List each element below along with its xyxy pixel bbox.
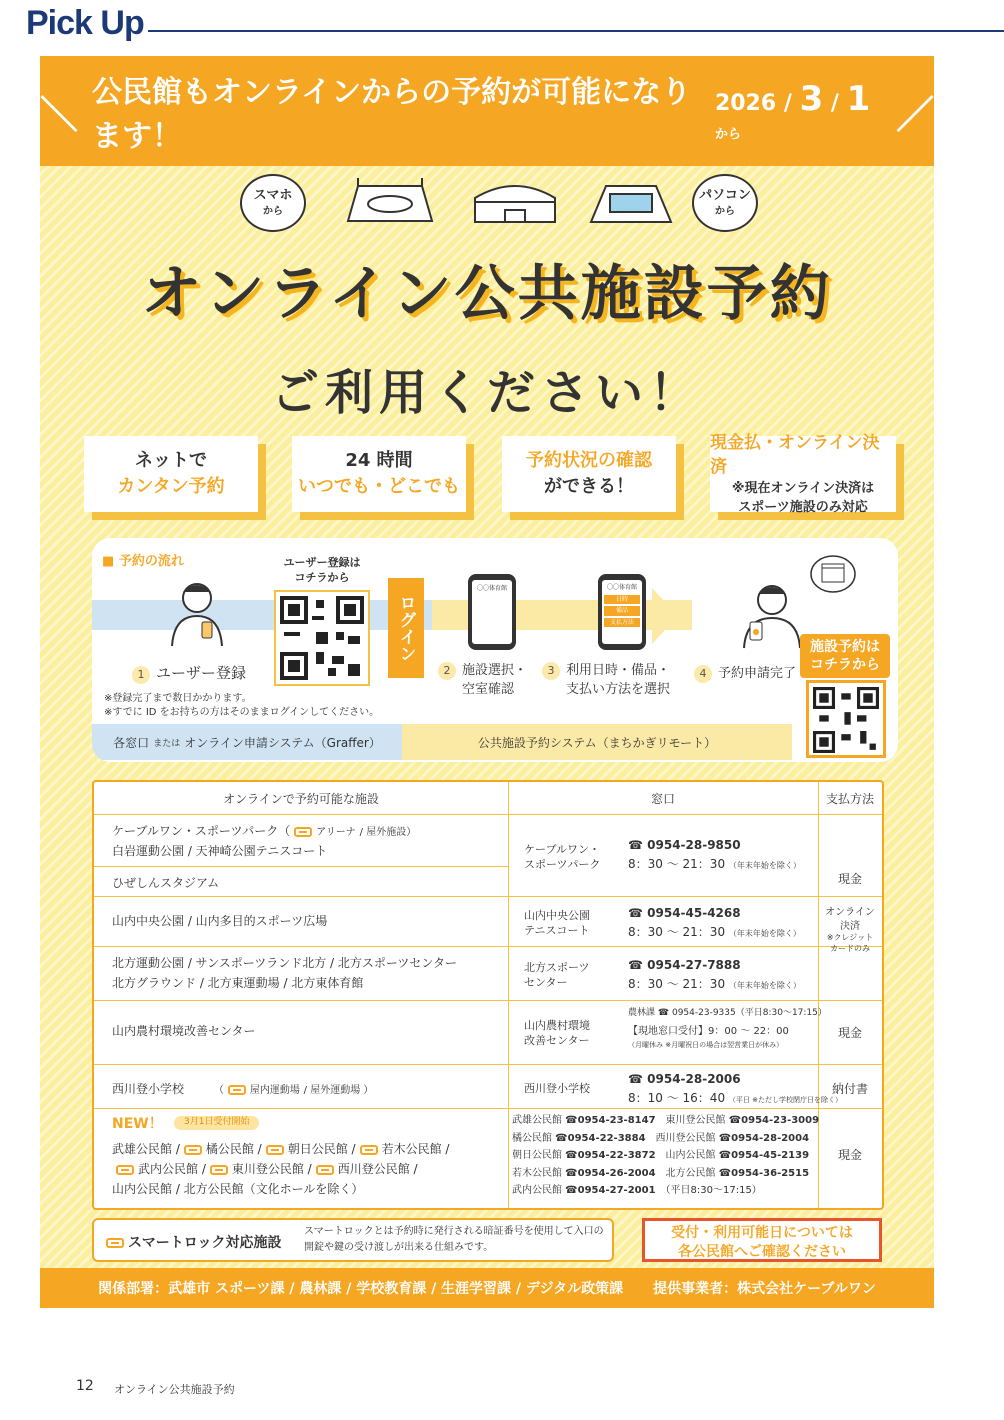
table-header: 支払方法 [825,792,874,806]
table-rule [94,814,882,815]
table-rule [94,1108,882,1109]
phone-cell: 農林課 ☎ 0954-23-9335（平日8:30～17:15） 【現地窓口受付】9：00 ～ 22：00 （月曜休み ※月曜祝日の場合は翌営業日が休み） [628,1008,827,1050]
reservation-flow [92,538,898,762]
notice-box: 受付・利用可能日については 各公民館へご確認ください [642,1218,882,1262]
phone-cell: ☎ 0954-28-9850 8：30 ～ 21：30 （年末年始を除く） [628,838,801,871]
feature-card-24h: 24 時間 いつでも・どこでも [292,436,466,512]
top-banner [40,56,934,166]
smartlock-label: スマートロック対応施設 [102,1232,281,1252]
window-cell: ケーブルワン・ スポーツパーク [524,843,601,872]
feature-card-status: 予約状況の確認 ができる！ [502,436,676,512]
lock-icon [210,1165,228,1175]
lock-icon [184,1145,202,1155]
header-rule [148,30,1004,32]
phone-icon: ☎ [628,838,643,852]
step-2: 2 施設選択・ 空室確認 [438,662,527,700]
window-cell: 山内農村環境 改善センター [524,1019,590,1048]
main-title: オンライン公共施設予約 [141,259,833,329]
phone-icon: ☎ [657,1008,670,1018]
lock-icon [228,1085,246,1095]
facility-qr-label: 施設予約は コチラから [800,634,890,678]
facility-cell: 北方グラウンド / 北方東運動場 / 北方東体育館 [112,976,364,990]
new-badge: 3月1日受付開始 [174,1116,259,1130]
payment-cell: 現金 [837,1026,862,1040]
facility-table [92,780,884,1210]
payment-cell: 納付書 [831,1082,868,1096]
system-right: 公共施設予約システム（まちかぎリモート） [402,724,792,760]
facility-cell: 白岩運動公園 / 天神崎公園テニスコート [112,844,328,858]
registration-qr-code[interactable] [274,590,370,686]
banner-text: 公民館もオンラインからの予約が可能になります！ [92,75,692,154]
flow-arrow [652,588,678,644]
page-number: 12 [76,1378,94,1394]
table-divider [508,782,509,1208]
calendar-icon [810,554,856,594]
payment-cell: 現金 [837,872,862,886]
step-3: 3 利用日時・備品・ 支払い方法を選択 [542,662,670,700]
phone-illustration-1: 〇〇体育館 [468,574,516,650]
new-label: NEW！ [112,1116,163,1132]
window-cell: 北方スポーツ センター [524,961,590,990]
stadium-icon [340,176,440,226]
phone-illustration-2: 〇〇体育館 日時 備品 支払方法 [598,574,646,650]
pc-bubble: パソコン から [692,174,758,232]
facility-qr-code[interactable] [806,680,886,758]
banner-slash-left: ＼ [40,92,79,137]
lock-icon [266,1145,284,1155]
qr-pattern [280,596,364,680]
payment-cell: オンライン 決済 ※クレジット カードのみ [825,907,875,953]
poster [40,56,934,1308]
user-illustration [162,578,232,648]
lock-icon [106,1238,124,1248]
flow-notes: ※登録完了まで数日かかります。 ※すでに ID をお持ちの方はそのままログインしてください。 [104,693,380,718]
facility-cell: ひぜしんスタジアム [112,876,220,890]
phone-cell: ☎ 0954-27-7888 8：30 ～ 21：30 （年末年始を除く） [628,958,801,991]
table-header: オンラインで予約可能な施設 [223,792,379,806]
flow-heading: ■ 予約の流れ [102,554,184,569]
system-left: 各窓口 または オンライン申請システム（Graffer） [92,724,402,760]
login-tag: ログイン [388,578,424,678]
smartlock-legend [92,1218,614,1262]
phone-icon: ☎ [628,1072,643,1086]
facility-cell: 山内農村環境改善センター [112,1024,256,1038]
section-title: Pick Up [26,4,144,42]
phone-cell: ☎ 0954-28-2006 8：10 ～ 16：40 （平日 ※ただし学校閉庁日を除く） [628,1072,842,1105]
lock-icon [116,1165,134,1175]
lock-icon [294,827,312,837]
table-rule [94,946,882,947]
table-rule [94,1064,882,1065]
page-label: オンライン公共施設予約 [114,1383,235,1396]
pool-icon [586,180,676,226]
facility-cell: ケーブルワン・スポーツパーク（ アリーナ / 屋外施設） [112,824,417,838]
qr-pattern [813,687,879,753]
window-cell: 西川登小学校 [524,1082,590,1095]
lock-icon [316,1165,334,1175]
payment-cell: 現金 [837,1148,862,1162]
table-rule [94,866,508,867]
feature-card-payment: 現金払・オンライン決済 ※現在オンライン決済は スポーツ施設のみ対応 [710,436,896,512]
facility-cell: 北方運動公園 / サンスポーツランド北方 / 北方スポーツセンター [112,956,457,970]
window-cell: 山内中央公園 テニスコート [524,909,590,938]
facility-cell: 山内中央公園 / 山内多目的スポーツ広場 [112,914,328,928]
phone-cell: ☎ 0954-45-4268 8：30 ～ 21：30 （年末年始を除く） [628,906,801,939]
facility-cell: 武内公民館 / 東川登公民館 / 西川登公民館 / [112,1160,418,1179]
smartphone-bubble: スマホ から [240,174,306,232]
sub-title: ご利用ください！ [270,365,703,421]
step-4: 4 予約申請完了 [694,662,796,683]
dome-icon [470,178,560,226]
banner-slash-right: ／ [895,92,934,137]
banner-date: 2026 / 3 / 1 から [714,78,871,142]
facility-cell: 武雄公民館 / 橘公民館 / 朝日公民館 / 若木公民館 / [112,1142,450,1156]
smartlock-desc: スマートロックとは予約時に発行される暗証番号を使用して入口の 開錠や鍵の受け渡しが出来る仕組みです。 [304,1226,604,1253]
feature-card-easy: ネットで カンタン予約 [84,436,258,512]
kominkan-phones: 武雄公民館 ☎0954-23-8147 東川登公民館 ☎0954-23-3009 橘公民館 ☎0954-22-3884 西川登公民館 ☎0954-28-2004 朝日公民館 ☎0954-22-3872 山内公民館 ☎0954-45-2139 若木公民館 ☎0954-26-2004 北方公民館 ☎0954-36-2515 武内公民館 ☎0954-27-2001 （平日8:30～17:15） [512,1115,820,1196]
facility-cell: 西川登小学校 （ 屋内運動場 / 屋外運動場 ） [112,1082,374,1096]
table-rule [94,1000,882,1001]
table-rule [94,896,882,897]
qr-label: ユーザー登録は コチラから [283,556,361,584]
lock-icon [360,1145,378,1155]
step-1: 1 ユーザー登録 [132,662,246,684]
phone-icon: ☎ [628,958,643,972]
footer-bar: 関係部署：武雄市 スポーツ課 / 農林課 / 学校教育課 / 生涯学習課 / デジタル政策課 提供事業者：株式会社ケーブルワン [40,1268,934,1308]
phone-icon: ☎ [628,906,643,920]
table-header: 窓口 [650,792,675,806]
facility-cell: 山内公民館 / 北方公民館（文化ホールを除く） [112,1182,364,1196]
